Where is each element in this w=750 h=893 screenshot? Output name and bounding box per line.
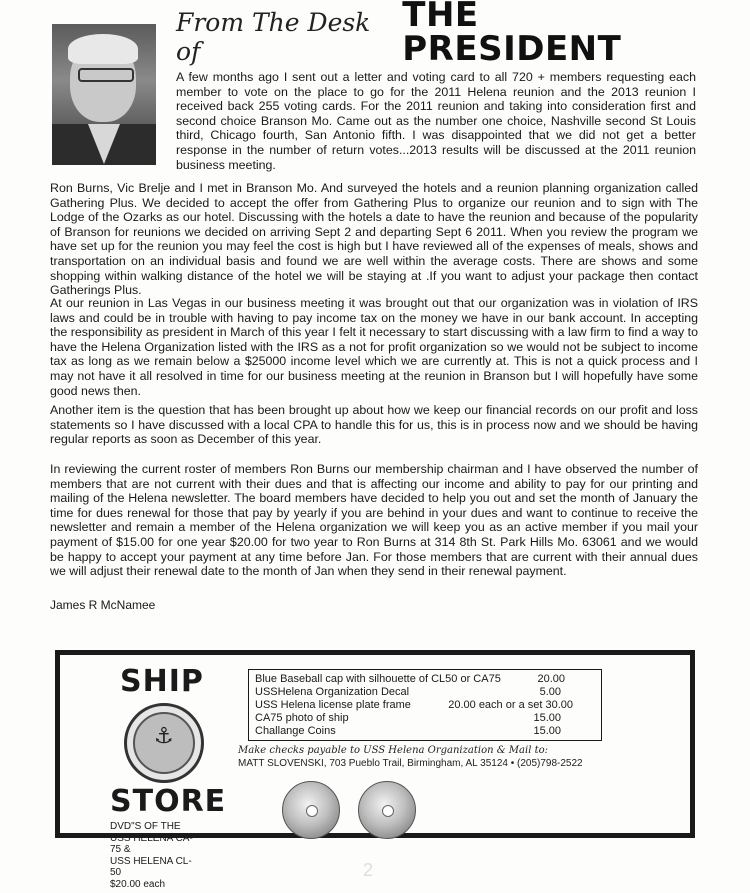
uss-helena-seal	[124, 703, 204, 783]
item-name: USSHelena Organization Decal	[255, 686, 410, 698]
dvd-line: USS HELENA CL-50	[110, 855, 192, 878]
paragraph-irs: At our reunion in Las Vegas in our business meeting it was brought out that our organization was in violation of IRS laws and could be in trouble with having to pay income tax on the money we have in our bank account. In accepting the responsibility as president in March of this year I felt it necessary to start discussing with a law firm to find a way to have the Helena Organization listed with the IRS as a not for profit organization so we would not be subject to income tax as long as we remain below a $25000 income level which we are currently at. This is not a quick process and I may not have it all resolved in time for our business meeting at the reunion in Branson but I will hopefully have some good news then.	[50, 296, 698, 398]
store-branding	[110, 664, 227, 890]
mailing-address: MATT SLOVENSKI, 703 Pueblo Trail, Birmingham, AL 35124 • (205)798-2522	[238, 758, 583, 769]
item-name: USS Helena license plate frame	[255, 699, 411, 711]
anchor-icon: ⚓	[154, 724, 174, 749]
store-item	[255, 686, 595, 699]
paragraph-gathering: Ron Burns, Vic Brelje and I met in Branson Mo. And surveyed the hotels and a reunion planning organization called Gathering Plus. We decided to accept the offer from Gathering Plus to organize our reunion and to sign with The Lodge of the Ozarks as our hotel. Discussing with the hotels a date to have the reunion and because of the popularity of Branson for reunions we decided on arriving Sept 2 and departing Sept 6 2011. When you review the program we have set up for the reunion you may feel the cost is high but I have reviewed all of the expenses of meals, shows and transportation on an individual basis and found we are well within the average costs. There are shows and some shopping within walking distance of the hotel we will be staying at .If you want to adjust your package then contact Gatherings Plus.	[50, 181, 698, 298]
president-photo	[52, 24, 156, 165]
paragraph-dues: In reviewing the current roster of members Ron Burns our membership chairman and I have observed the number of members that are not current with their dues and that is affecting our income and ability to pay for our printing and mailing of the Helena newsletter. The board members have decided to help you out and set the month of January the time for dues renewal for those that pay by yearly if you are behind in your dues and want to continue to receive the newsletter and remain a member of the Helena organization we will keep you as an active member if you mail your payment of $15.00 for one year $20.00 for two year to Ron Burns at 314 8th St. Park Hills Mo. 63061 and we would be happy to accept your payment at any time before Jan. For those members that are current with their annual dues we will adjust their renewal date to the month of Jan when they send in their renewal payment.	[50, 462, 698, 579]
dvd-line: USS HELENA CA-75 &	[110, 832, 193, 855]
store-item	[255, 712, 595, 725]
store-heading: STORE	[110, 784, 227, 819]
store-item	[255, 725, 595, 738]
signature: James R McNamee	[50, 598, 156, 612]
page-number: 2	[363, 860, 374, 880]
item-name: Challange Coins	[255, 725, 336, 737]
paragraph-cpa: Another item is the question that has been brought up about how we keep our financial records on our profit and loss statements so I have discussed with a local CPA to handle this for us, this is in process now and we should be having regular reports as soon as December of this year.	[50, 403, 698, 447]
item-price-note: 20.00 each or a set 30.00	[448, 699, 573, 711]
item-price: 5.00	[539, 686, 561, 698]
store-item	[255, 699, 595, 712]
page-title	[176, 0, 696, 69]
title-main: THE PRESIDENT	[402, 0, 622, 69]
store-item-list	[248, 669, 602, 741]
dvd-line: DVD"S OF THE	[110, 821, 181, 832]
payment-instructions	[238, 744, 678, 770]
ship-store-box	[55, 650, 695, 890]
item-name: CA75 photo of ship	[255, 712, 349, 724]
item-price: 15.00	[533, 725, 561, 737]
intro-paragraph: A few months ago I sent out a letter and voting card to all 720 + members requesting each member to vote on the place to go for the 2011 Helena reunion and the 2013 reunion I received back 255 voting cards. For the 2011 reunion and taking into consideration first and second choice Branson Mo. Came out as the number one choice, Nashville second St Louis third, Chicago fourth, San Antonio fifth. I was disappointed that we did not get a better response in the number of return votes...2013 results will be discussed at the 2011 reunion business meeting.	[176, 70, 696, 172]
dvd-disc-ca75	[282, 781, 340, 839]
dvd-line: $20.00 each	[110, 878, 166, 890]
item-price: 20.00	[537, 673, 565, 685]
dvd-offer	[110, 821, 202, 890]
title-lead: From The Desk of	[176, 8, 371, 66]
checks-line: Make checks payable to USS Helena Organization & Mail to:	[238, 745, 548, 756]
store-item	[255, 673, 595, 686]
item-price: 15.00	[533, 712, 561, 724]
dvd-disc-cl50	[358, 781, 416, 839]
item-name: Blue Baseball cap with silhouette of CL50 or CA75	[255, 673, 501, 685]
ship-heading: SHIP	[120, 664, 204, 699]
